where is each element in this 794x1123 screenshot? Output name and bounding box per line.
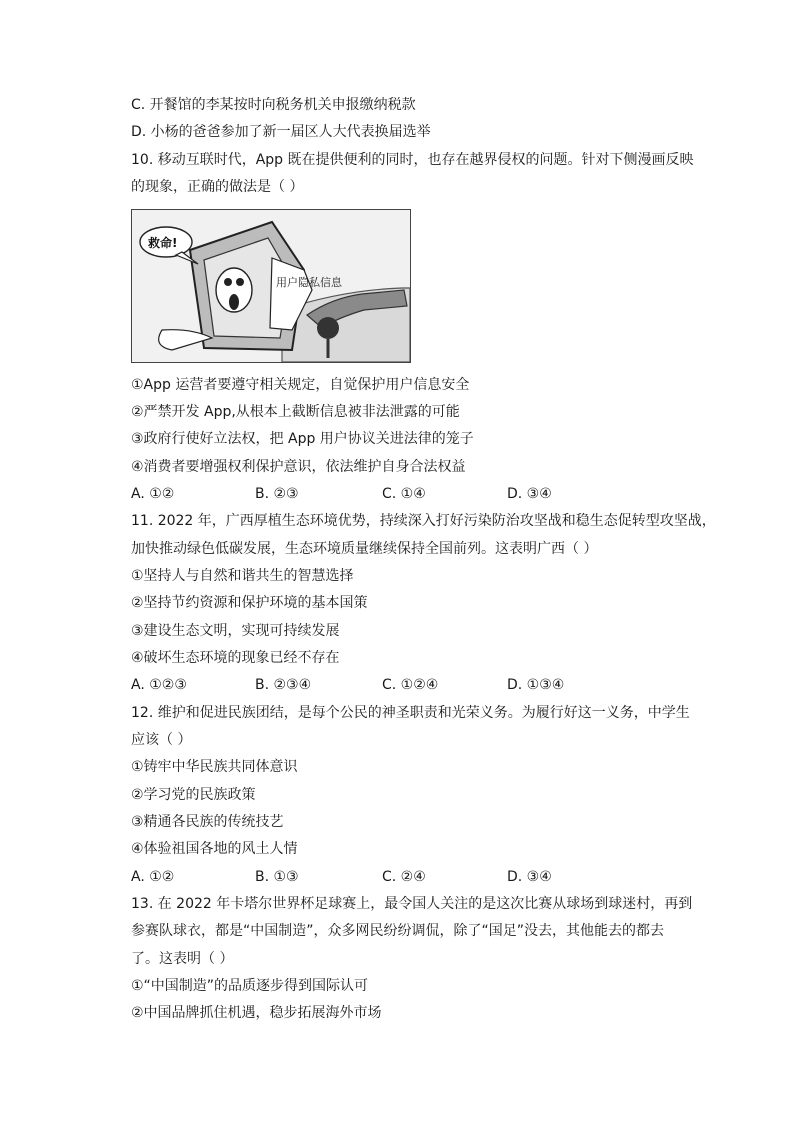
q11-choice-d: D. ①③④ <box>507 677 565 693</box>
q12-statement-4: ④体验祖国各地的风土人情 <box>131 841 298 857</box>
q12-choice-d: D. ③④ <box>507 869 552 885</box>
q13-stem-line2: 参赛队球衣，都是“中国制造”，众多网民纷纷调侃，除了“国足”没去，其他能去的都去 <box>131 923 665 939</box>
q12-choice-c: C. ②④ <box>382 869 426 885</box>
q11-stem-line1: 11. 2022 年，广西厚植生态环境优势，持续深入打好污染防治攻坚战和稳生态促转型攻坚战， <box>131 513 716 529</box>
q13-stem-line1: 13. 在 2022 年卡塔尔世界杯足球赛上，最令国人关注的是这次比赛从球场到球迷村，再到 <box>131 896 693 912</box>
cartoon-screen-label: 用户隐私信息 <box>276 276 342 289</box>
q10-stem-line2: 的现象，正确的做法是（ ） <box>131 179 304 195</box>
q13-stem-line3: 了。这表明（ ） <box>131 951 234 967</box>
q11-statement-2: ②坚持节约资源和保护环境的基本国策 <box>131 595 368 611</box>
q11-statement-1: ①坚持人与自然和谐共生的智慧选择 <box>131 568 354 584</box>
q12-statement-1: ①铸牢中华民族共同体意识 <box>131 759 298 775</box>
q12-choice-b: B. ①③ <box>255 869 299 885</box>
q10-choice-c: C. ①④ <box>382 486 426 502</box>
cartoon-speech-text: 救命! <box>148 236 178 250</box>
q10-statement-4: ④消费者要增强权利保护意识，依法维护自身合法权益 <box>131 459 466 475</box>
q13-statement-2: ②中国品牌抓住机遇，稳步拓展海外市场 <box>131 1005 382 1021</box>
q10-choice-a: A. ①② <box>131 486 175 502</box>
q10-choice-b: B. ②③ <box>255 486 299 502</box>
q11-choice-b: B. ②③④ <box>255 677 312 693</box>
q10-statement-2: ②严禁开发 App,从根本上截断信息被非法泄露的可能 <box>131 404 460 420</box>
q12-statement-3: ③精通各民族的传统技艺 <box>131 814 284 830</box>
q12-choices <box>131 867 691 887</box>
q10-statement-1: ①App 运营者要遵守相关规定，自觉保护用户信息安全 <box>131 377 470 393</box>
q10-choices <box>131 484 691 504</box>
q12-statement-2: ②学习党的民族政策 <box>131 787 256 803</box>
q11-choices <box>131 675 691 695</box>
q10-cartoon <box>131 209 411 363</box>
q11-statement-3: ③建设生态文明，实现可持续发展 <box>131 623 340 639</box>
q12-stem-line1: 12. 维护和促进民族团结，是每个公民的神圣职责和光荣义务。为履行好这一义务，中学生 <box>131 705 690 721</box>
q10-statement-3: ③政府行使好立法权，把 App 用户协议关进法律的笼子 <box>131 431 474 447</box>
q11-statement-4: ④破坏生态环境的现象已经不存在 <box>131 650 340 666</box>
q12-choice-a: A. ①② <box>131 869 175 885</box>
q9-option-c: C. 开餐馆的李某按时向税务机关申报缴纳税款 <box>131 97 416 113</box>
q12-stem-line2: 应该（ ） <box>131 732 192 748</box>
q11-stem-line2: 加快推动绿色低碳发展，生态环境质量继续保持全国前列。这表明广西（ ） <box>131 541 598 557</box>
q11-choice-a: A. ①②③ <box>131 677 187 693</box>
cartoon-illustration <box>132 210 410 362</box>
q10-choice-d: D. ③④ <box>507 486 552 502</box>
q11-choice-c: C. ①②④ <box>382 677 439 693</box>
q9-option-d: D. 小杨的爸爸参加了新一届区人大代表换届选举 <box>131 124 431 140</box>
q10-stem-line1: 10. 移动互联时代，App 既在提供便利的同时，也存在越界侵权的问题。针对下侧漫画反映 <box>131 152 694 168</box>
q13-statement-1: ①“中国制造”的品质逐步得到国际认可 <box>131 978 369 994</box>
